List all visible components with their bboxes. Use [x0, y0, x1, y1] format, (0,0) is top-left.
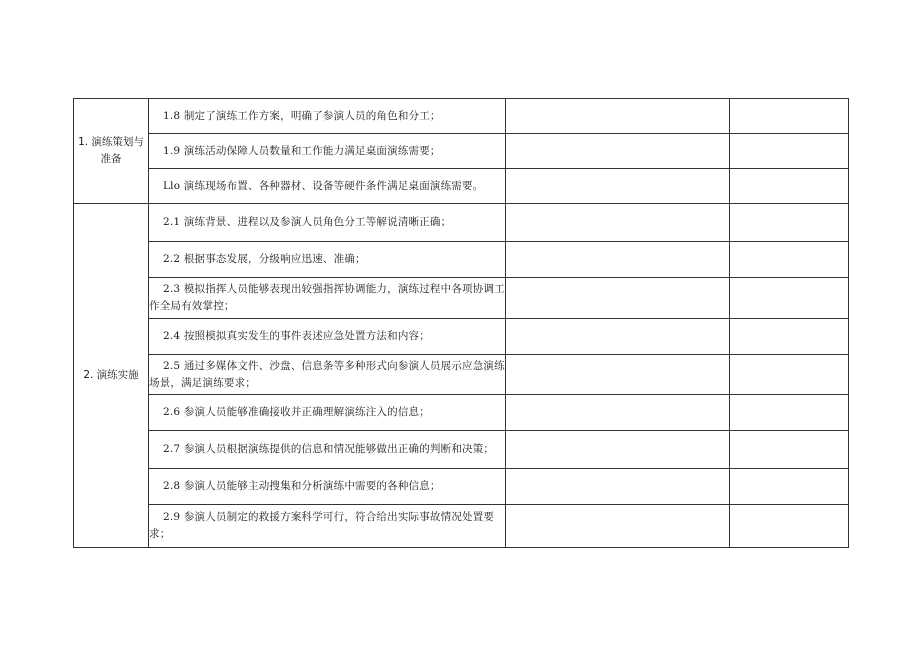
remark-cell[interactable]: [730, 242, 849, 278]
score-cell[interactable]: [506, 169, 730, 204]
item-cell: [149, 469, 506, 505]
item-text: 1.9 演练活动保障人员数量和工作能力满足桌面演练需要；: [163, 144, 441, 157]
score-cell[interactable]: [506, 242, 730, 278]
table-row: [74, 99, 849, 134]
score-cell[interactable]: [506, 469, 730, 505]
item-text: 2.2 根据事态发展，分级响应迅速、准确；: [163, 253, 366, 265]
remark-cell[interactable]: [730, 505, 849, 548]
item-text: 2.6 参演人员能够准确接收并正确理解演练注入的信息；: [163, 406, 430, 418]
score-cell[interactable]: [506, 134, 730, 169]
score-cell[interactable]: [506, 505, 730, 548]
item-text: 2.4 按照模拟真实发生的事件表述应急处置方法和内容；: [163, 330, 430, 342]
remark-cell[interactable]: [730, 278, 849, 319]
category-cell: [74, 99, 149, 204]
table-row: [74, 395, 849, 431]
table-row: [74, 431, 849, 469]
score-cell[interactable]: [506, 319, 730, 355]
remark-cell[interactable]: [730, 469, 849, 505]
table-row: [74, 204, 849, 242]
table-row: [74, 169, 849, 204]
remark-cell[interactable]: [730, 355, 849, 395]
item-text: 1.8 制定了演练工作方案，明确了参演人员的角色和分工；: [163, 109, 441, 122]
remark-cell[interactable]: [730, 204, 849, 242]
item-cell: [149, 134, 506, 169]
category-label: 2. 演练实施: [83, 369, 139, 381]
evaluation-table: [73, 98, 849, 548]
item-text: 2.8 参演人员能够主动搜集和分析演练中需要的各种信息；: [163, 480, 441, 492]
table-row: [74, 505, 849, 548]
item-text: 2.5 通过多媒体文件、沙盘、信息条等多种形式向参演人员展示应急演练场景，满足演练要求；: [149, 359, 505, 389]
remark-cell[interactable]: [730, 134, 849, 169]
score-cell[interactable]: [506, 278, 730, 319]
score-cell[interactable]: [506, 395, 730, 431]
item-cell: [149, 505, 506, 548]
item-cell: [149, 395, 506, 431]
table-row: [74, 469, 849, 505]
score-cell[interactable]: [506, 99, 730, 134]
item-cell: [149, 319, 506, 355]
score-cell[interactable]: [506, 204, 730, 242]
score-cell[interactable]: [506, 431, 730, 469]
item-text: 2.7 参演人员根据演练提供的信息和情况能够做出正确的判断和决策；: [163, 443, 495, 455]
table-row: [74, 319, 849, 355]
item-text: 2.3 模拟指挥人员能够表现出较强指挥协调能力，演练过程中各项协调工作全局有效掌控；: [149, 283, 505, 312]
category-label: 1. 演练策划与准备: [78, 136, 144, 165]
item-text: 2.1 演练背景、进程以及参演人员角色分工等解说清晰正确；: [163, 216, 452, 228]
item-text: Llo 演练现场布置、各种器材、设备等硬件条件满足桌面演练需要。: [163, 179, 484, 192]
item-cell: [149, 355, 506, 395]
item-text: 2.9 参演人员制定的救援方案科学可行，符合给出实际事故情况处置要求；: [149, 511, 495, 540]
item-cell: [149, 99, 506, 134]
table-row: [74, 242, 849, 278]
item-cell: [149, 431, 506, 469]
category-cell: [74, 204, 149, 548]
table-row: [74, 134, 849, 169]
item-cell: [149, 204, 506, 242]
remark-cell[interactable]: [730, 431, 849, 469]
remark-cell[interactable]: [730, 319, 849, 355]
item-cell: [149, 169, 506, 204]
table-row: [74, 355, 849, 395]
item-cell: [149, 242, 506, 278]
table-row: [74, 278, 849, 319]
remark-cell[interactable]: [730, 395, 849, 431]
score-cell[interactable]: [506, 355, 730, 395]
remark-cell[interactable]: [730, 169, 849, 204]
item-cell: [149, 278, 506, 319]
remark-cell[interactable]: [730, 99, 849, 134]
